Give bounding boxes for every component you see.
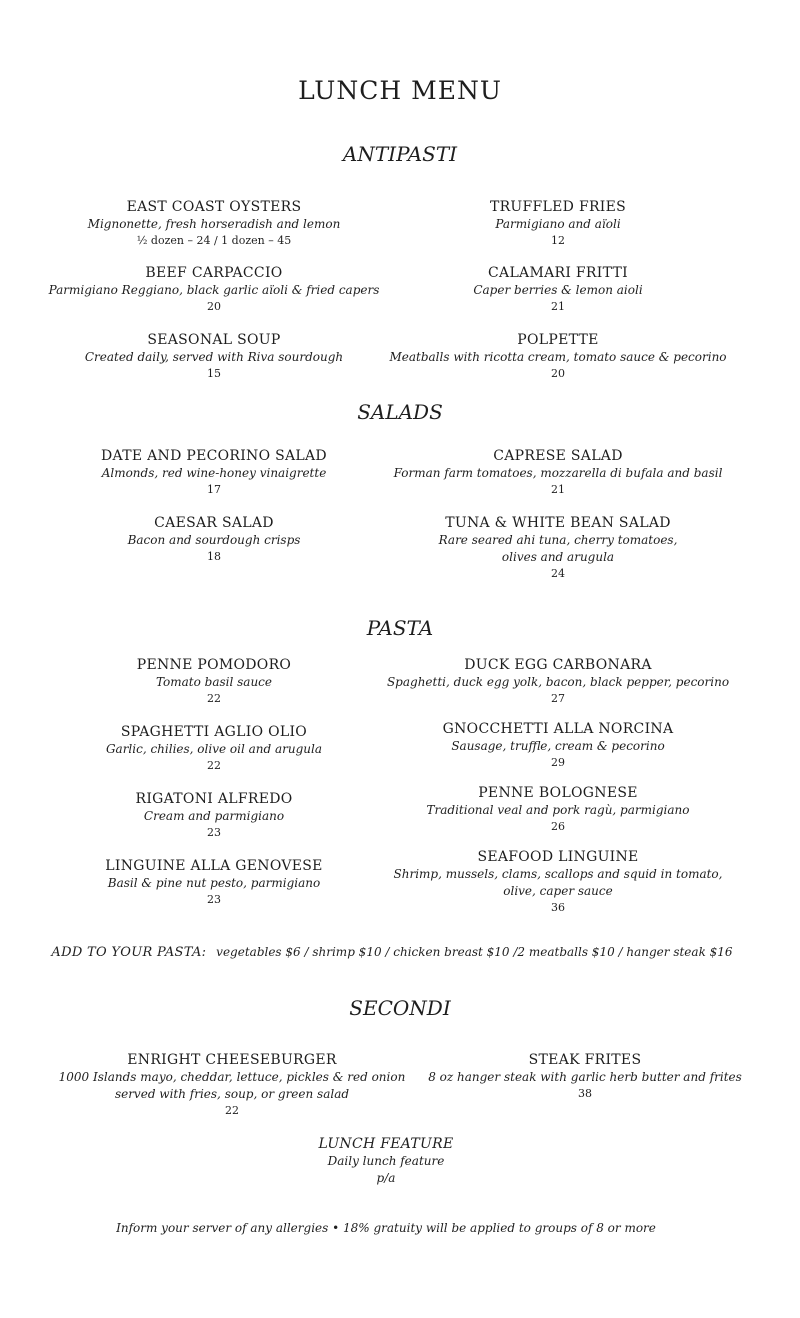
item-price: ½ dozen – 24 / 1 dozen – 45	[136, 234, 292, 247]
item-name: RIGATONI ALFREDO	[135, 791, 293, 807]
menu-item	[358, 721, 758, 771]
item-name: CAPRESE SALAD	[493, 448, 623, 464]
item-name: CALAMARI FRITTI	[488, 265, 628, 281]
item-name: DATE AND PECORINO SALAD	[101, 448, 327, 464]
pasta-addons-lead: ADD TO YOUR PASTA:	[51, 945, 207, 960]
item-name: SEASONAL SOUP	[147, 332, 281, 348]
item-price: 12	[551, 234, 565, 247]
item-description: Almonds, red wine-honey vinaigrette	[101, 466, 327, 480]
item-description: Mignonette, fresh horseradish and lemon	[87, 217, 341, 231]
item-description: Parmigiano Reggiano, black garlic aïoli & fried capers	[48, 283, 380, 297]
item-description: Caper berries & lemon aioli	[473, 283, 643, 297]
item-price: 23	[207, 893, 221, 906]
section-heading-antipasti: ANTIPASTI	[342, 142, 458, 166]
item-price: 21	[551, 483, 565, 496]
menu-item	[14, 724, 414, 774]
item-description: Spaghetti, duck egg yolk, bacon, black pepper, pecorino	[386, 675, 730, 689]
menu-item	[358, 199, 758, 249]
menu-item	[385, 1052, 785, 1102]
item-price: 18	[207, 550, 221, 563]
item-price: 36	[551, 901, 565, 914]
item-name: POLPETTE	[517, 332, 599, 348]
item-price: 38	[578, 1087, 592, 1100]
footer-note: Inform your server of any allergies • 18% gratuity will be applied to groups of 8 or more	[116, 1221, 656, 1235]
menu-item	[14, 858, 414, 908]
item-description: Cream and parmigiano	[143, 809, 285, 823]
menu-item	[358, 657, 758, 707]
item-description: Garlic, chilies, olive oil and arugula	[105, 742, 323, 756]
item-name: SPAGHETTI AGLIO OLIO	[120, 724, 308, 740]
item-price: 29	[551, 756, 565, 769]
menu-item	[14, 199, 414, 249]
menu-item	[14, 265, 414, 315]
menu-item	[358, 265, 758, 315]
item-description: Sausage, truffle, cream & pecorino	[451, 739, 665, 753]
item-name: SEAFOOD LINGUINE	[477, 849, 639, 865]
item-description: 1000 Islands mayo, cheddar, lettuce, pickles & red onion	[58, 1070, 406, 1084]
item-description: Tomato basil sauce	[155, 675, 273, 689]
item-description: olive, caper sauce	[503, 884, 613, 898]
item-price: 22	[225, 1104, 239, 1117]
item-description: served with fries, soup, or green salad	[114, 1087, 350, 1101]
item-description: Basil & pine nut pesto, parmigiano	[107, 876, 321, 890]
menu-item	[186, 1136, 586, 1187]
menu-item	[14, 448, 414, 498]
item-description: Traditional veal and pork ragù, parmigiano	[426, 803, 690, 817]
item-price: 15	[207, 367, 221, 380]
item-name: TRUFFLED FRIES	[489, 199, 627, 215]
menu-item	[358, 448, 758, 498]
item-description: Forman farm tomatoes, mozzarella di bufala and basil	[393, 466, 723, 480]
item-name: LINGUINE ALLA GENOVESE	[105, 858, 323, 874]
item-name: TUNA & WHITE BEAN SALAD	[445, 515, 671, 531]
menu-item	[358, 515, 758, 582]
item-description: Meatballs with ricotta cream, tomato sauce & pecorino	[389, 350, 727, 364]
item-description: Created daily, served with Riva sourdough	[84, 350, 344, 364]
item-name: BEEF CARPACCIO	[145, 265, 283, 281]
item-name: CAESAR SALAD	[154, 515, 274, 531]
item-price: 17	[207, 483, 221, 496]
item-price: 26	[551, 820, 565, 833]
item-description: Daily lunch feature	[327, 1154, 445, 1168]
item-price: 20	[207, 300, 221, 313]
item-price: 27	[551, 692, 565, 705]
item-name: EAST COAST OYSTERS	[126, 199, 302, 215]
pasta-addons-text: vegetables $6 / shrimp $10 / chicken breast $10 /2 meatballs $10 / hanger steak $16	[216, 945, 733, 959]
item-description: olives and arugula	[501, 550, 615, 564]
menu-item	[14, 791, 414, 841]
item-price: 23	[207, 826, 221, 839]
item-name: STEAK FRITES	[528, 1052, 642, 1068]
item-description: Shrimp, mussels, clams, scallops and squid in tomato,	[393, 867, 723, 881]
item-description: Rare seared ahi tuna, cherry tomatoes,	[438, 533, 678, 547]
item-name: ENRIGHT CHEESEBURGER	[127, 1052, 337, 1068]
menu-item	[358, 332, 758, 382]
item-description: 8 oz hanger steak with garlic herb butter and frites	[428, 1070, 742, 1084]
item-description: Bacon and sourdough crisps	[127, 533, 301, 547]
item-price: 22	[207, 692, 221, 705]
pasta-addons	[0, 945, 784, 960]
menu-title: LUNCH MENU	[298, 76, 502, 105]
item-name: PENNE POMODORO	[136, 657, 292, 673]
menu-item	[14, 657, 414, 707]
menu-item	[14, 332, 414, 382]
item-price: p/a	[376, 1171, 396, 1185]
menu-item	[32, 1052, 432, 1119]
menu-item	[14, 515, 414, 565]
item-name: GNOCCHETTI ALLA NORCINA	[442, 721, 674, 737]
item-price: 21	[551, 300, 565, 313]
item-name: LUNCH FEATURE	[318, 1136, 454, 1152]
menu-item	[358, 785, 758, 835]
item-name: DUCK EGG CARBONARA	[464, 657, 652, 673]
section-heading-salads: SALADS	[357, 400, 443, 424]
item-description: Parmigiano and aïoli	[495, 217, 621, 231]
item-price: 20	[551, 367, 565, 380]
item-price: 22	[207, 759, 221, 772]
item-price: 24	[551, 567, 565, 580]
section-heading-secondi: SECONDI	[349, 996, 451, 1020]
item-name: PENNE BOLOGNESE	[478, 785, 638, 801]
menu-item	[358, 849, 758, 916]
section-heading-pasta: PASTA	[366, 616, 434, 640]
